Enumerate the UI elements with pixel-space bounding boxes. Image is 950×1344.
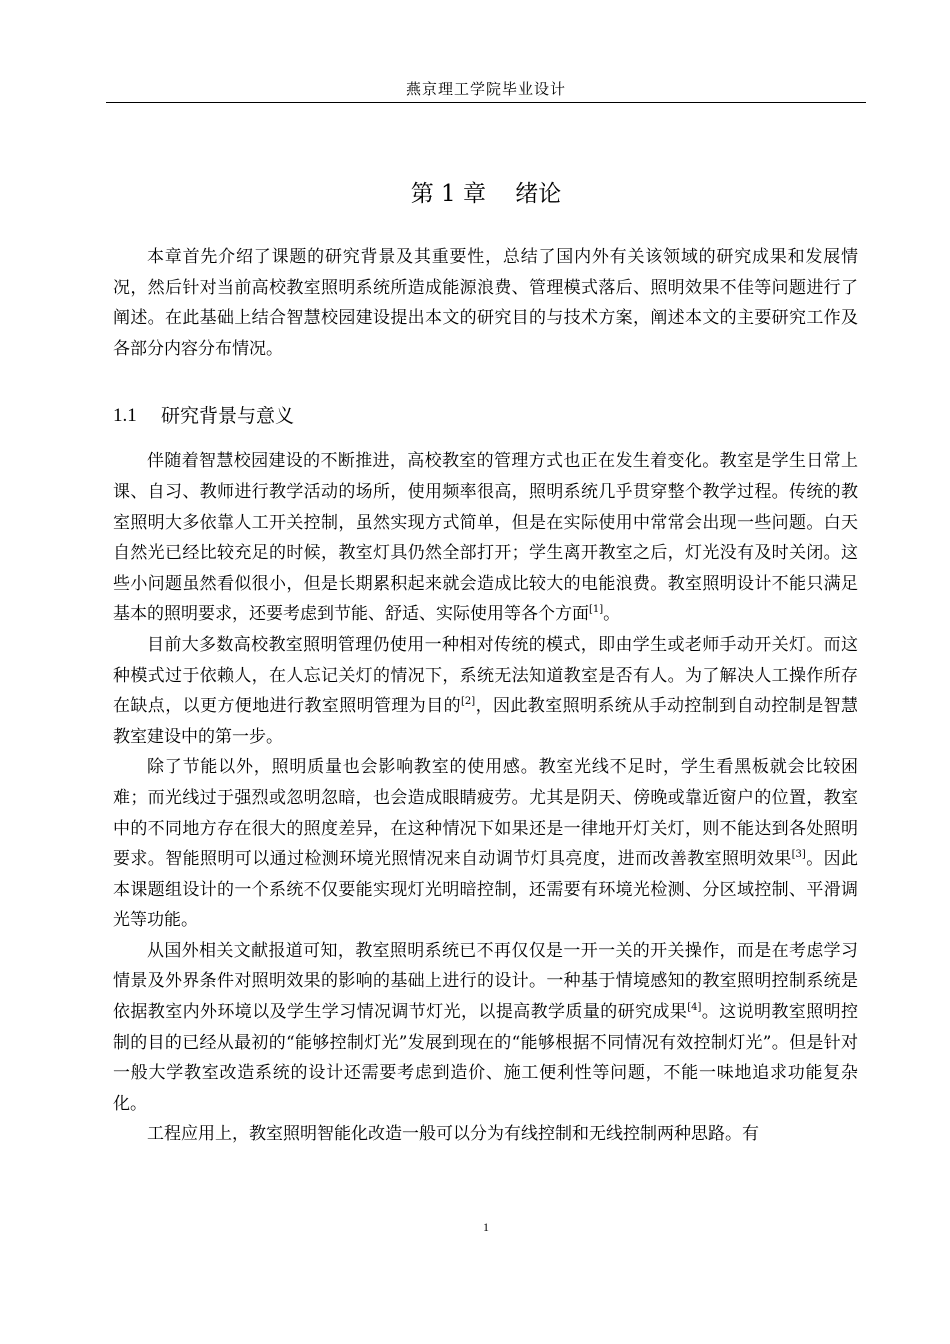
- paragraph-text: 。: [603, 604, 621, 625]
- page-number: 1: [483, 1220, 489, 1234]
- body-paragraph: [113, 446, 858, 630]
- paragraph-text: 除了节能以外，照明质量也会影响教室的使用感。教室光线不足时，学生看黑板就会比较困难；而光线过于强烈或忽明忽暗，也会造成眼睛疲劳。尤其是阴天、傍晚或靠近窗户的位置，教室中的不同地方存在很大的照度差异，在这种情况下如果还是一律地开灯关灯，则不能达到各处照明要求。智能照明可以通过检测环境光照情况来自动调节灯具亮度，进而改善教室照明效果: [113, 757, 858, 870]
- citation-ref: [2]: [461, 696, 476, 708]
- body-paragraph: [113, 936, 858, 1120]
- citation-ref: [4]: [687, 1002, 702, 1014]
- paragraph-text: 工程应用上，教室照明智能化改造一般可以分为有线控制和无线控制两种思路。有: [147, 1124, 759, 1145]
- body-paragraph: [113, 630, 858, 752]
- running-header: 燕京理工学院毕业设计: [405, 80, 566, 98]
- body-paragraph: [113, 752, 858, 936]
- citation-ref: [3]: [791, 849, 806, 861]
- document-body: [113, 242, 858, 1150]
- section-heading: [113, 402, 858, 430]
- chapter-title: 第 1 章 绪论: [410, 181, 562, 207]
- body-paragraph: [113, 1119, 858, 1150]
- citation-ref: [1]: [589, 604, 604, 616]
- paragraph-text: 。因此本课题组设计的一个系统不仅要能实现灯光明暗控制，还需要有环境光检测、分区域控制、平滑调光等功能。: [113, 849, 858, 931]
- paragraph-text: ，因此教室照明系统从手动控制到自动控制是智慧教室建设中的第一步。: [113, 696, 859, 747]
- intro-paragraph: 本章首先介绍了课题的研究背景及其重要性，总结了国内外有关该领域的研究成果和发展情况，然后针对当前高校教室照明系统所造成能源浪费、管理模式落后、照明效果不佳等问题进行了阐述。在此基础上结合智慧校园建设提出本文的研究目的与技术方案，阐述本文的主要研究工作及各部分内容分布情况。: [113, 247, 858, 359]
- paragraph-text: 从国外相关文献报道可知，教室照明系统已不再仅仅是一开一关的开关操作，而是在考虑学习情景及外界条件对照明效果的影响的基础上进行的设计。一种基于情境感知的教室照明控制系统是依据教室内外环境以及学生学习情况调节灯光，以提高教学质量的研究成果: [113, 940, 858, 1023]
- paragraph-text: 目前大多数高校教室照明管理仍使用一种相对传统的模式，即由学生或老师手动开关灯。而这种模式过于依赖人，在人忘记关灯的情况下，系统无法知道教室是否有人。为了解决人工操作所存在缺点，以更方便地进行教室照明管理为目的: [113, 634, 858, 717]
- section-title: 研究背景与意义: [161, 405, 295, 428]
- paragraph-text: 伴随着智慧校园建设的不断推进，高校教室的管理方式也正在发生着变化。教室是学生日常上课、自习、教师进行教学活动的场所，使用频率很高，照明系统几乎贯穿整个教学过程。传统的教室照明大多依靠人工开关控制，虽然实现方式简单，但是在实际使用中常常会出现一些问题。白天自然光已经比较充足的时候，教室灯具仍然全部打开；学生离开教室之后，灯光没有及时关闭。这些小问题虽然看似很小，但是长期累积起来就会造成比较大的电能浪费。教室照明设计不能只满足基本的照明要求，还要考虑到节能、舒适、实际使用等各个方面: [113, 451, 858, 625]
- section-number: 1.1: [113, 405, 137, 427]
- paragraph-text: 。这说明教室照明控制的目的已经从最初的“能够控制灯光”发展到现在的“能够根据不同情况有效控制灯光”。但是针对一般大学教室改造系统的设计还需要考虑到造价、施工便利性等问题，不能一味地追求功能复杂化。: [113, 1002, 859, 1114]
- header-rule: [106, 102, 866, 103]
